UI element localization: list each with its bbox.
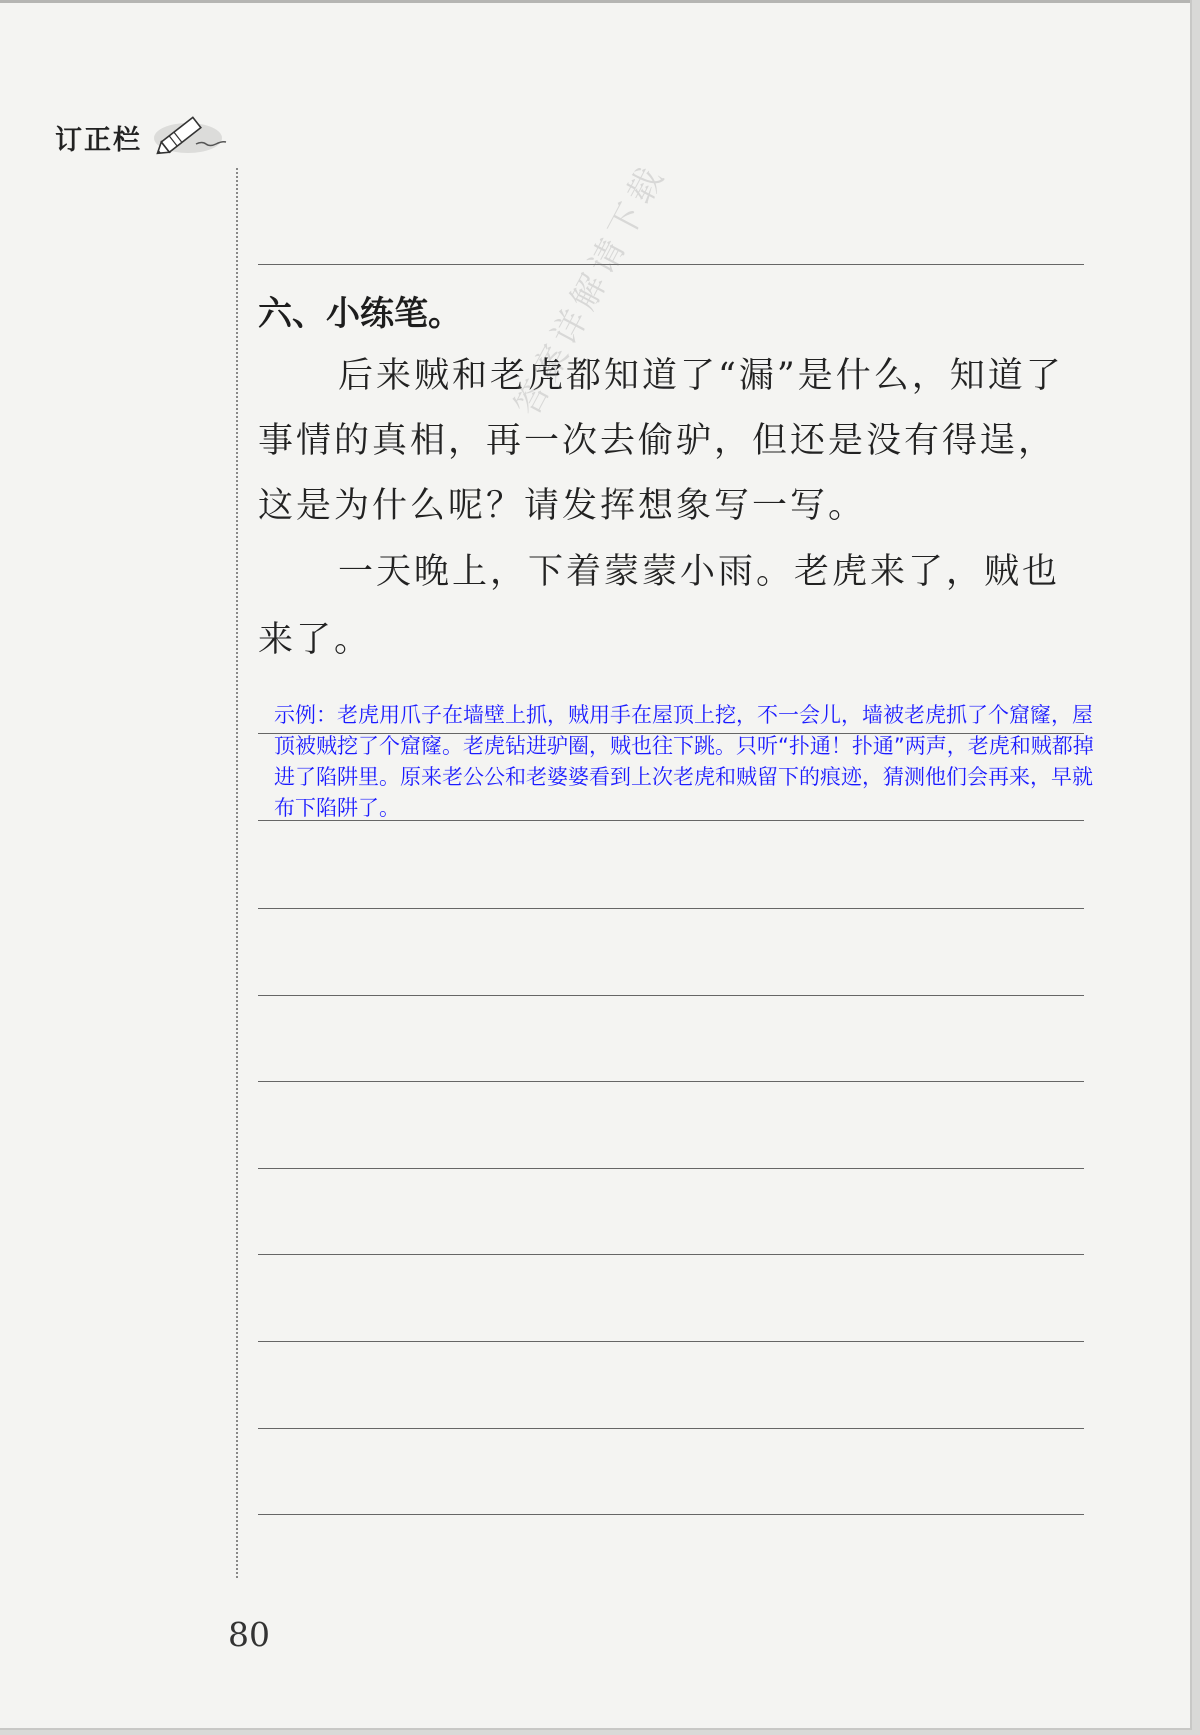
correction-column-title: 订正栏: [55, 125, 142, 156]
writing-line: [258, 1168, 1084, 1169]
sample-answer: 示例：老虎用爪子在墙壁上抓，贼用手在屋顶上挖，不一会儿，墙被老虎抓了个窟窿，屋顶被贼挖了个窟窿。老虎钻进驴圈，贼也往下跳。只听“扑通！扑通”两声，老虎和贼都掉进了陷阱里。原来老公公和老婆婆看到上次老虎和贼留下的痕迹，猜测他们会再来，早就布下陷阱了。: [274, 703, 1094, 820]
writing-line: [258, 1081, 1084, 1082]
writing-line: [258, 1341, 1084, 1342]
page-number: 80: [228, 1615, 270, 1654]
watermark: 答案详解请下载: [507, 156, 674, 423]
section-heading: 六、小练笔。: [258, 294, 462, 334]
page-top-edge: [0, 0, 1190, 3]
exercise-prompt: 后来贼和老虎都知道了“漏”是什么，知道了事情的真相，再一次去偷驴，但还是没有得逞，这是为什么呢？请发挥想象写一写。: [258, 356, 1064, 526]
writing-line: [258, 1254, 1084, 1255]
writing-line: [258, 1514, 1084, 1515]
pencil-icon: [152, 108, 232, 156]
writing-line: [258, 995, 1084, 996]
writing-line: [258, 1428, 1084, 1429]
margin-divider: [236, 168, 238, 1578]
writing-line: [258, 264, 1084, 265]
story-starter: 一天晚上，下着蒙蒙小雨。老虎来了，贼也来了。: [258, 552, 1061, 660]
writing-line: [258, 908, 1084, 909]
